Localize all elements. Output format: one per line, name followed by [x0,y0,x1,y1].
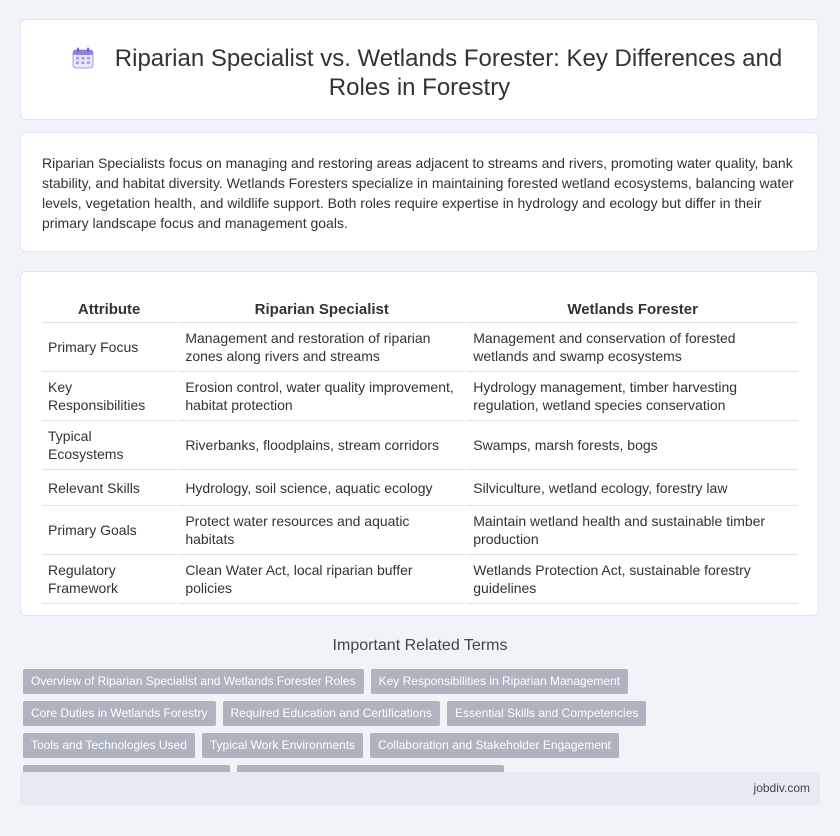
table-row [42,555,798,604]
table-row [42,372,798,421]
related-tag[interactable]: Tools and Technologies Used [23,733,195,758]
page-title-line-2: Roles in Forestry [328,74,511,101]
related-tag[interactable]: Essential Skills and Competencies [447,701,646,726]
related-tag[interactable]: Overview of Riparian Specialist and Wetlands Forester Roles [23,669,364,694]
related-tag[interactable]: Core Duties in Wetlands Forestry [23,701,216,726]
related-tag[interactable]: Required Education and Certifications [223,701,440,726]
row-wetlands: Maintain wetland health and sustainable timber production [464,506,798,555]
intro-card [20,132,819,252]
row-riparian: Hydrology, soil science, aquatic ecology [176,470,464,506]
row-wetlands: Hydrology management, timber harvesting regulation, wetland species conservation [464,372,798,421]
row-attribute: Regulatory Framework [42,555,176,604]
related-tag[interactable]: Key Responsibilities in Riparian Management [371,669,628,694]
table-header-row [42,292,798,323]
comparison-card [20,271,819,616]
table-row [42,506,798,555]
footer [20,772,820,805]
row-attribute: Typical Ecosystems [42,421,176,470]
table-row [42,421,798,470]
page-title-line-1: Riparian Specialist vs. Wetlands Forester: Key Differences and [114,45,783,72]
row-attribute: Relevant Skills [42,470,176,506]
header-wetlands-forester: Wetlands Forester [464,292,798,323]
row-attribute: Primary Focus [42,323,176,372]
row-riparian: Protect water resources and aquatic habitats [176,506,464,555]
header-riparian-specialist: Riparian Specialist [176,292,464,323]
row-attribute: Primary Goals [42,506,176,555]
header-attribute: Attribute [42,292,176,323]
intro-text: Riparian Specialists focus on managing and restoring areas adjacent to streams and rivers, promoting water quality, bank stability, and habitat diversity. Wetlands Foresters specialize in maintaining forested wetland ecosystems, balancing water levels, vegetation health, and wildlife support. Both roles require expertise in hydrology and ecology but differ in their primary landscape focus and management goals. [42,155,794,231]
row-riparian: Erosion control, water quality improvement, habitat protection [176,372,464,421]
row-wetlands: Management and conservation of forested wetlands and swamp ecosystems [464,323,798,372]
row-wetlands: Swamps, marsh forests, bogs [464,421,798,470]
row-wetlands: Wetlands Protection Act, sustainable forestry guidelines [464,555,798,604]
table-row [42,323,798,372]
row-riparian: Management and restoration of riparian zones along rivers and streams [176,323,464,372]
table-row [42,470,798,506]
related-terms-title: Important Related Terms [332,637,508,654]
row-wetlands: Silviculture, wetland ecology, forestry law [464,470,798,506]
related-tag[interactable]: Typical Work Environments [202,733,363,758]
row-attribute: Key Responsibilities [42,372,176,421]
page-title [21,44,818,102]
comparison-table [42,292,798,604]
header-card [20,19,819,120]
footer-site-link[interactable]: jobdiv.com [753,781,810,795]
row-riparian: Clean Water Act, local riparian buffer policies [176,555,464,604]
row-riparian: Riverbanks, floodplains, stream corridors [176,421,464,470]
related-tag[interactable]: Collaboration and Stakeholder Engagement [370,733,619,758]
